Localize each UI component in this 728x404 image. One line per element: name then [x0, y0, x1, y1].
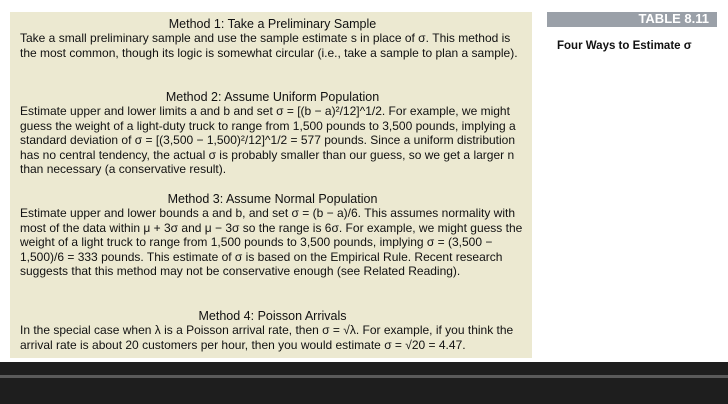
method-4-body: In the special case when λ is a Poisson arrival rate, then σ = √λ. For example, if you think the arrival rate is about 20 customers per hour, then you would estimate σ = √20 = 4.47.	[20, 323, 514, 352]
method-2-title: Method 2: Assume Uniform Population	[165, 90, 380, 104]
method-1	[20, 17, 525, 60]
method-4-title: Method 4: Poisson Arrivals	[198, 309, 347, 323]
bottom-divider	[0, 375, 728, 378]
method-2	[20, 90, 525, 177]
method-3-body: Estimate upper and lower bounds a and b, and set σ = (b − a)/6. This assumes normality with most of the data within μ + 3σ and μ − 3σ so the range is 6σ. For example, we might guess the weight of a light truck to range from 1,500 pounds to 3,500 pounds, implying σ = (3,500 − 1,500)/6 = 333 pounds. This estimate of σ is based on the Empirical Rule. Recent research suggests that this method may not be conservative enough (see Related Reading).	[20, 206, 523, 279]
method-1-title: Method 1: Take a Preliminary Sample	[168, 17, 377, 31]
method-1-body: Take a small preliminary sample and use the sample estimate s in place of σ. This method is the most common, though its logic is somewhat circular (i.e., take a sample to plan a sample).	[20, 31, 518, 60]
table-label: TABLE 8.11	[638, 11, 709, 26]
method-4	[20, 309, 525, 352]
method-2-body: Estimate upper and lower limits a and b and set σ = [(b − a)²/12]^1/2. For example, we might guess the weight of a light-duty truck to range from 1,500 pounds to 3,500 pounds, implying a standard deviation of σ = [(3,500 − 1,500)²/12]^1/2 = 577 pounds. Since a uniform distribution has no central tendency, the actual σ is probably smaller than our guess, so we get a larger n than necessary (a conservative result).	[20, 104, 516, 177]
method-3-title: Method 3: Assume Normal Population	[167, 192, 378, 206]
bottom-band	[0, 362, 728, 404]
method-3	[20, 192, 525, 279]
table-caption: Four Ways to Estimate σ	[557, 40, 692, 52]
methods-panel	[10, 12, 532, 358]
